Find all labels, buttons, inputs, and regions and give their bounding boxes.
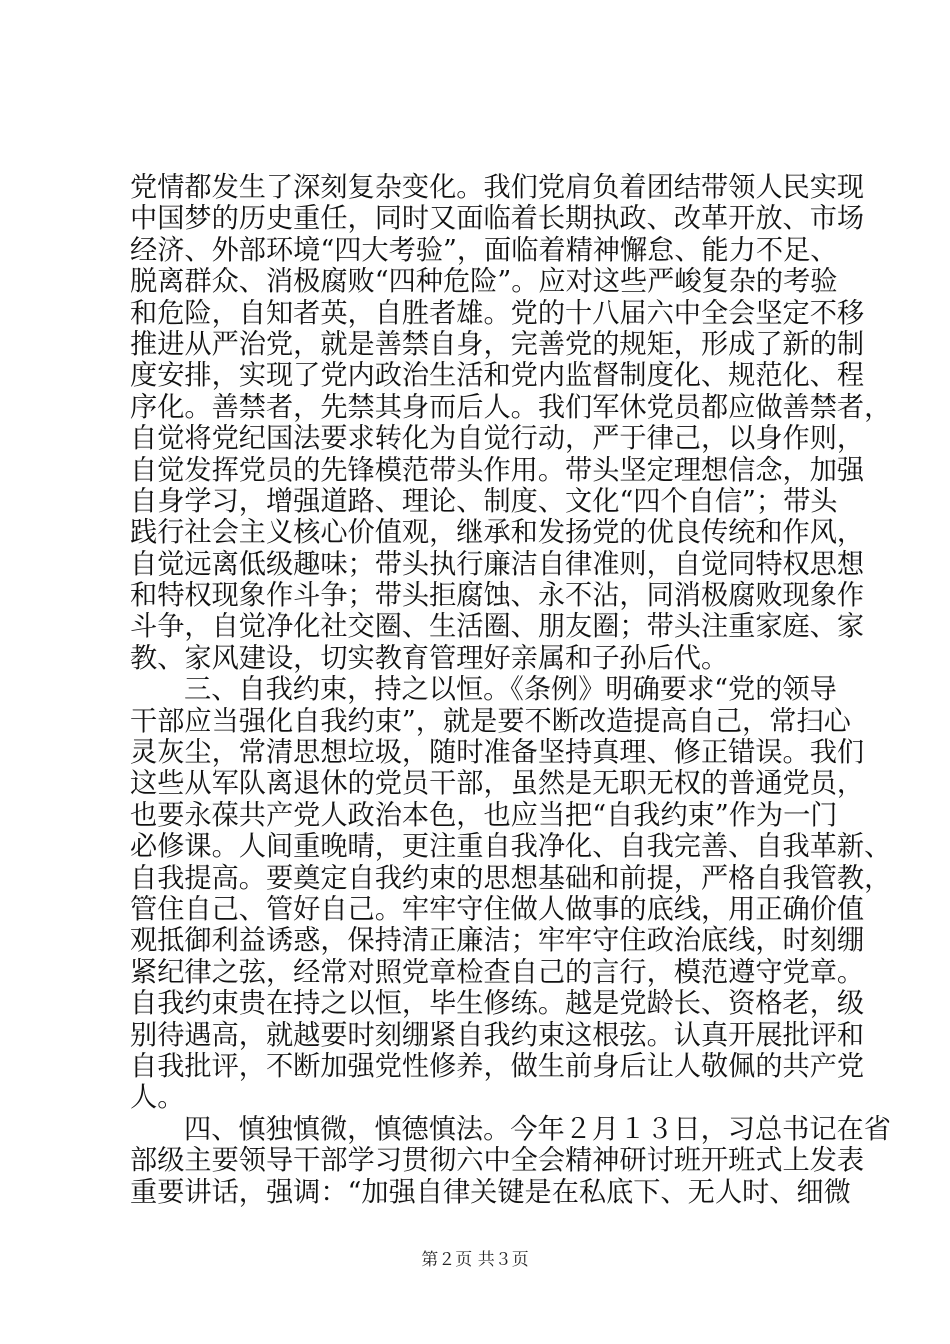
- text-line: 必修课。人间重晚晴，更注重自我净化、自我完善、自我革新、: [130, 831, 892, 863]
- text-line: 这些从军队离退休的党员干部，虽然是无职无权的普通党员，: [130, 768, 865, 800]
- text-line: 中国梦的历史重任，同时又面临着长期执政、改革开放、市场: [130, 203, 865, 235]
- text-line: 教、家风建设，切实教育管理好亲属和子孙后代。: [130, 642, 729, 674]
- text-line: 序化。善禁者，先禁其身而后人。我们军休党员都应做善禁者，: [130, 391, 892, 423]
- section-four-heading-line: 四、慎独慎微，慎德慎法。今年２月１３日，习总书记在省: [184, 1113, 891, 1145]
- text-line: 管住自己、管好自己。牢牢守住做人做事的底线，用正确价值: [130, 893, 865, 925]
- text-line: 和危险，自知者英，自胜者雄。党的十八届六中全会坚定不移: [130, 297, 865, 329]
- text-line: 干部应当强化自我约束”，就是要不断改造提高自己，常扫心: [130, 705, 851, 737]
- text-line: 灵灰尘，常清思想垃圾，随时准备坚持真理、修正错误。我们: [130, 737, 865, 769]
- text-line: 重要讲话，强调：“加强自律关键是在私底下、无人时、细微: [130, 1176, 851, 1208]
- text-line: 经济、外部环境“四大考验”，面临着精神懈怠、能力不足、: [130, 234, 838, 266]
- text-line: 脱离群众、消极腐败“四种危险”。应对这些严峻复杂的考验: [130, 266, 838, 298]
- text-line: 自我批评，不断加强党性修养，做生前身后让人敬佩的共产党: [130, 1050, 865, 1082]
- text-line: 自觉远离低级趣味；带头执行廉洁自律准则，自觉同特权思想: [130, 548, 865, 580]
- text-line: 自我提高。要奠定自我约束的思想基础和前提，严格自我管教，: [130, 862, 892, 894]
- text-line: 人。: [130, 1082, 185, 1114]
- text-line: 紧纪律之弦，经常对照党章检查自己的言行，模范遵守党章。: [130, 956, 865, 988]
- text-line: 自觉将党纪国法要求转化为自觉行动，严于律己，以身作则，: [130, 423, 865, 455]
- text-line: 部级主要领导干部学习贯彻六中全会精神研讨班开班式上发表: [130, 1145, 865, 1177]
- text-line: 斗争，自觉净化社交圈、生活圈、朋友圈；带头注重家庭、家: [130, 611, 865, 643]
- text-line: 推进从严治党，就是善禁自身，完善党的规矩，形成了新的制: [130, 328, 865, 360]
- text-line: 自觉发挥党员的先锋模范带头作用。带头坚定理想信念，加强: [130, 454, 865, 486]
- text-line: 和特权现象作斗争；带头拒腐蚀、永不沾，同消极腐败现象作: [130, 580, 865, 612]
- text-line: 也要永葆共产党人政治本色，也应当把“自我约束”作为一门: [130, 799, 838, 831]
- text-line: 自我约束贵在持之以恒，毕生修练。越是党龄长、资格老，级: [130, 988, 865, 1020]
- text-line: 践行社会主义核心价值观，继承和发扬党的优良传统和作风，: [130, 517, 865, 549]
- section-three-heading-line: 三、自我约束，持之以恒。《条例》明确要求“党的领导: [184, 674, 837, 706]
- page-number-footer: 第２页 共３页: [421, 1250, 529, 1270]
- text-line: 别待遇高，就越要时刻绷紧自我约束这根弦。认真开展批评和: [130, 1019, 865, 1051]
- text-line: 度安排，实现了党内政治生活和党内监督制度化、规范化、程: [130, 360, 865, 392]
- document-body: [130, 172, 892, 1208]
- text-line: 自身学习，增强道路、理论、制度、文化“四个自信”；带头: [130, 485, 838, 517]
- text-line: 党情都发生了深刻复杂变化。我们党肩负着团结带领人民实现: [130, 172, 865, 203]
- text-line: 观抵御利益诱惑，保持清正廉洁；牢牢守住政治底线，时刻绷: [130, 925, 865, 957]
